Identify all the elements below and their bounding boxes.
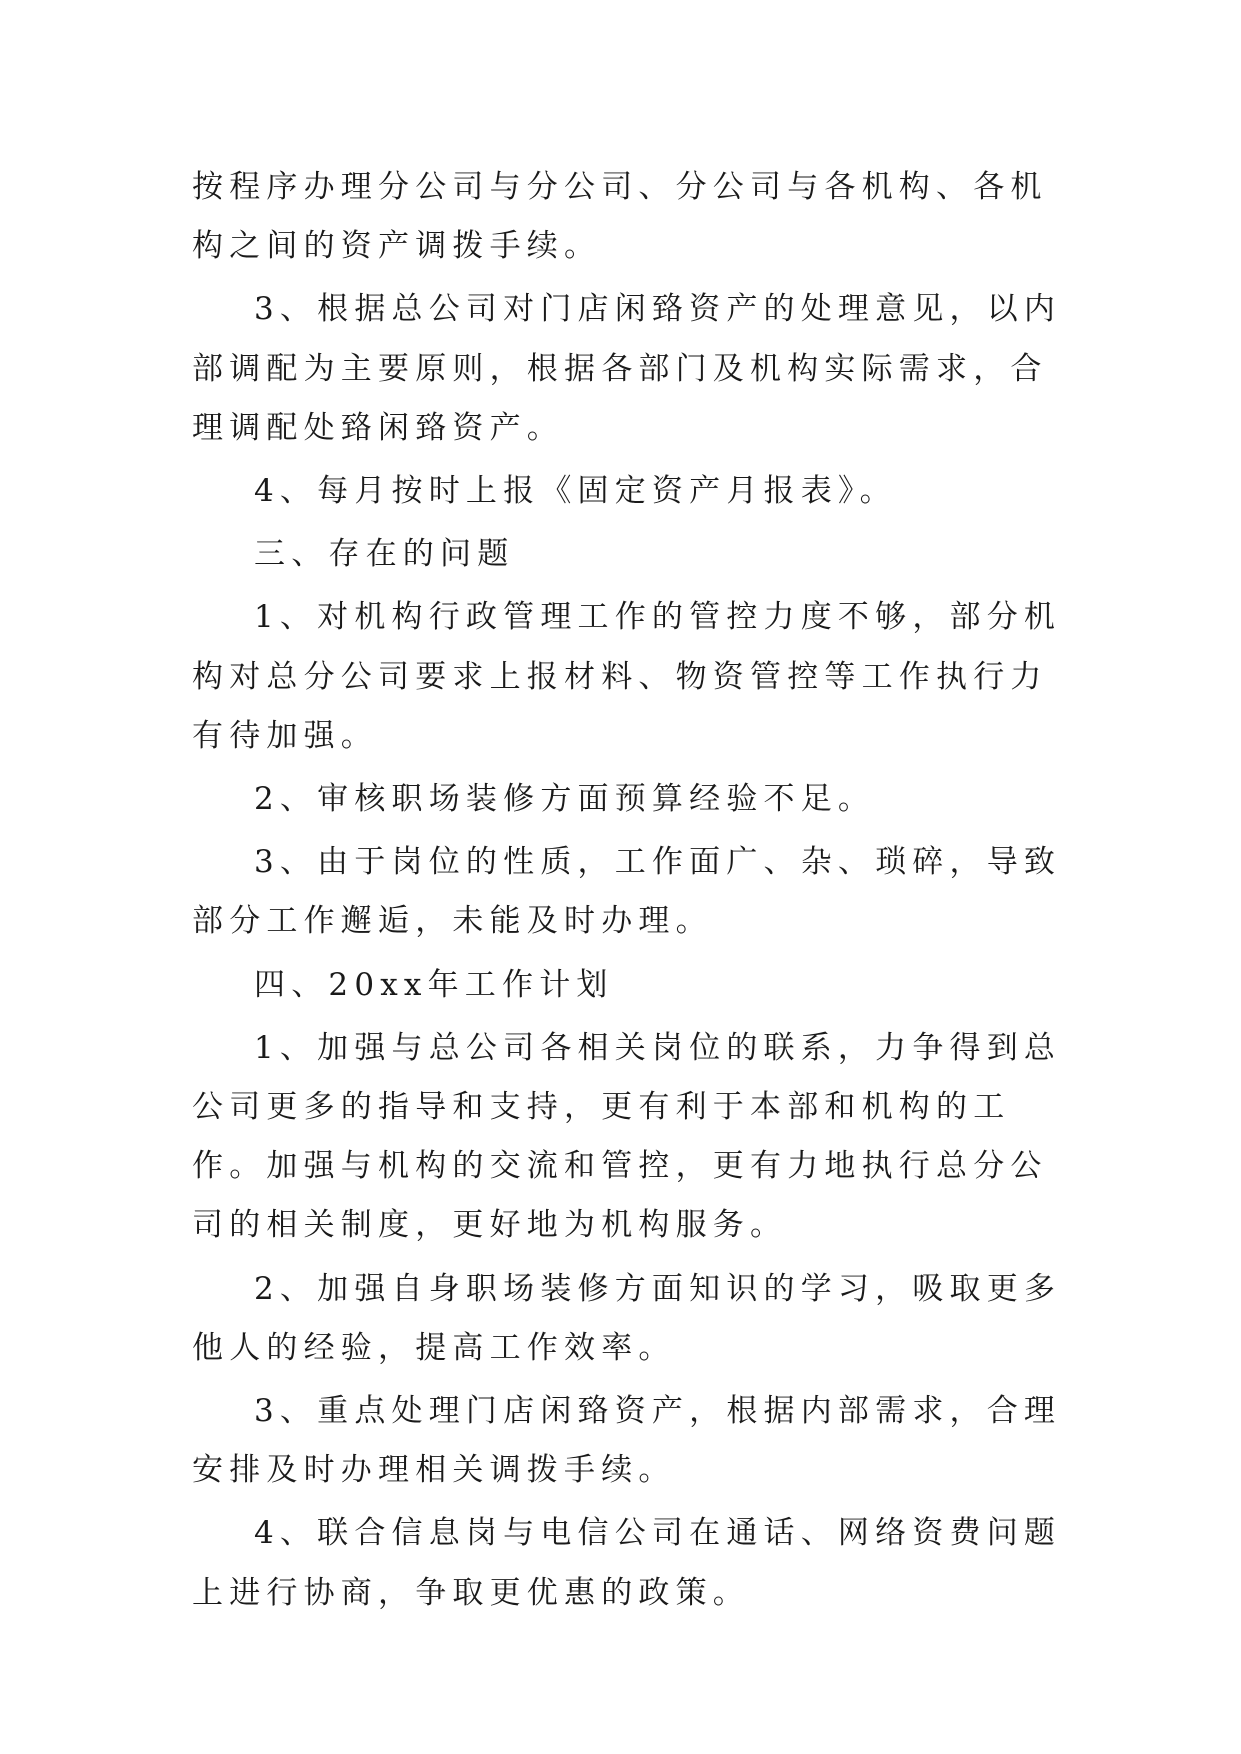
section-heading-problems: 三、存在的问题 <box>254 536 515 573</box>
section-heading-work-plan: 四、20xx年工作计划 <box>254 966 614 1003</box>
paragraph-problem-workload: 3、由于岗位的性质，工作面广、杂、琐碎，导致部分工作邂逅，未能及时办理。 <box>192 844 1062 940</box>
paragraph-plan-liaison: 1、加强与总公司各相关岗位的联系，力争得到总公司更多的指导和支持，更有利于本部和机构的工作。加强与机构的交流和管控，更有力地执行总分公司的相关制度，更好地为机构服务。 <box>192 1029 1062 1244</box>
paragraph-problem-control: 1、对机构行政管理工作的管控力度不够，部分机构对总分公司要求上报材料、物资管控等工作执行力有待加强。 <box>192 599 1062 754</box>
paragraph-monthly-asset-report: 4、每月按时上报《固定资产月报表》。 <box>254 473 897 510</box>
paragraph-problem-budget: 2、审核职场装修方面预算经验不足。 <box>254 781 876 818</box>
paragraph-plan-telecom: 4、联合信息岗与电信公司在通话、网络资费问题上进行协商，争取更优惠的政策。 <box>192 1515 1062 1611</box>
paragraph-idle-asset-disposal: 3、根据总公司对门店闲臵资产的处理意见，以内部调配为主要原则，根据各部门及机构实际需求，合理调配处臵闲臵资产。 <box>192 291 1062 446</box>
paragraph-asset-transfer-procedure: 按程序办理分公司与分公司、分公司与各机构、各机构之间的资产调拨手续。 <box>192 169 1048 265</box>
paragraph-plan-idle-assets: 3、重点处理门店闲臵资产，根据内部需求，合理安排及时办理相关调拨手续。 <box>192 1393 1062 1489</box>
paragraph-plan-learning: 2、加强自身职场装修方面知识的学习，吸取更多他人的经验，提高工作效率。 <box>192 1270 1062 1366</box>
document-body <box>192 158 1072 1627</box>
